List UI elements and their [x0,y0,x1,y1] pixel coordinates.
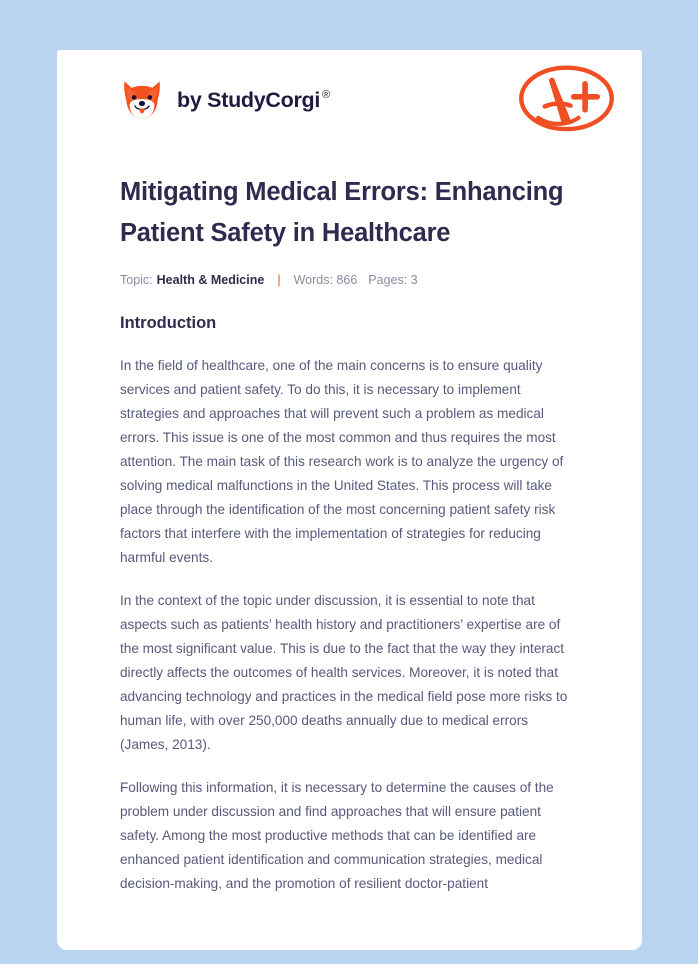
a-plus-grade-badge-icon [514,59,619,141]
meta-separator: | [277,273,281,287]
page-count: Pages: 3 [368,273,418,287]
topic-value[interactable]: Health & Medicine [156,273,265,287]
registered-trademark-mark: ® [322,89,330,102]
word-count: Words: 866 [293,273,358,287]
section-heading-introduction: Introduction [120,314,217,332]
document-header [57,50,642,150]
document-meta [120,273,578,287]
corgi-dog-face-icon [120,78,164,122]
topic-label: Topic: [120,273,153,287]
page-title: Mitigating Medical Errors: Enhancing Patient Safety in Healthcare [120,178,564,247]
brand-name: by StudyCorgi ® [177,87,330,112]
body-paragraph: Following this information, it is necessary to determine the causes of the problem under discussion and find approaches that will ensure patient safety. Among the most productive methods that can be identified are enhanced patient identification and communication strategies, medical decision-making, and the promotion of resilient doctor-patient [120,780,554,891]
document-content [120,172,578,896]
body-paragraph: In the context of the topic under discussion, it is essential to note that aspects such as patients’ health history and practitioners’ expertise are of the most significant value. This is due to the fact that the way they interact directly affects the outcomes of health services. Moreover, it is noted that advancing technology and practices in the medical field pose more risks to human life, with over 250,000 deaths annually due to medical errors (James, 2013). [120,593,568,752]
body-paragraph: In the field of healthcare, one of the main concerns is to ensure quality services and patient safety. To do this, it is necessary to implement strategies and approaches that will prevent such a problem as medical errors. This issue is one of the most common and thus requires the most attention. The main task of this research work is to analyze the urgency of solving medical malfunctions in the United States. This process will take place through the identification of the most concerning patient safety risk factors that interfere with the implementation of strategies for reducing harmful events. [120,358,564,565]
brand-lockup[interactable] [120,78,330,122]
document-paper [57,50,642,950]
